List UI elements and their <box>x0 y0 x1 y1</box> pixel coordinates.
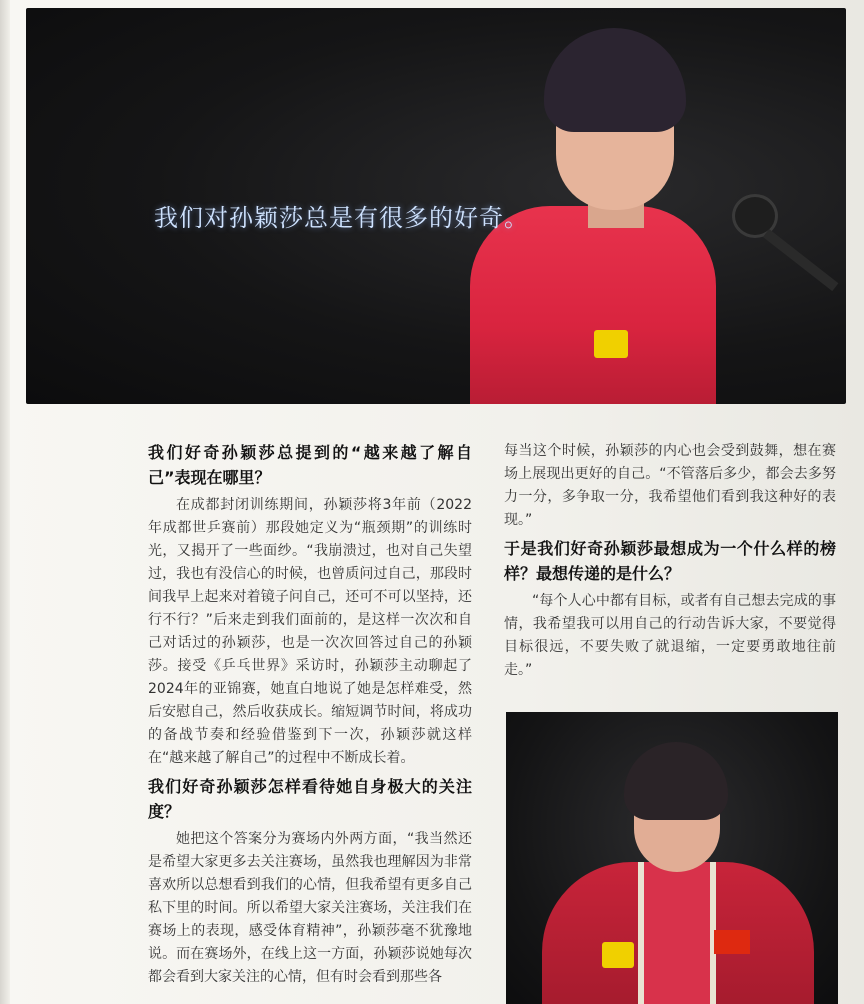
microphone-stand <box>763 229 839 291</box>
question-heading-2: 我们好奇孙颖莎怎样看待她自身极大的关注度？ <box>148 777 472 821</box>
answer-paragraph-1: 在成都封闭训练期间，孙颖莎将3年前（2022年成都世乒赛前）那段她定义为“瓶颈期”的训练时光，又揭开了一些面纱。“我崩溃过，也对自己失望过，我也有没信心的时候，也曾质问过自己，那段时间我早上起来对着镜子问自己，还可不可以坚持，还行不行？”后来走到我们面前的，是这样一次次和自己对话过的孙颖莎，也是一次次回答过自己的孙颖莎。接受《乒乓世界》采访时，孙颖莎主动聊起了2024年的亚锦赛，她直白地说了她是怎样难受，然后安慰自己，然后收获成长。缩短调节时间，将成功的备战节奏和经验借鉴到下一次，孙颖莎就这样在“越来越了解自己”的过程中不断成长着。 <box>148 497 472 766</box>
page-fold <box>0 0 10 1004</box>
answer-paragraph-2: 她把这个答案分为赛场内外两方面，“我当然还是希望大家更多去关注赛场，虽然我也理解因为非常喜欢所以总想看到我们的心情，但我希望有更多自己私下里的时间。所以希望大家关注赛场，关注我们在赛场上的表现，感受体育精神”，孙颖莎毫不犹豫地说。而在赛场外，在线上这一方面，孙颖莎说她每次都会看到大家关注的心情，但有时会看到那些各 <box>148 831 472 985</box>
hero-quote: 我们对孙颖莎总是有很多的好奇。 <box>154 204 529 232</box>
answer-paragraph-2-continued: 每当这个时候，孙颖莎的内心也会受到鼓舞，想在赛场上展现出更好的自己。“不管落后多少，都会去多努力一分，多争取一分，我希望他们看到我这种好的表现。” <box>504 443 836 528</box>
player-shirt <box>470 206 716 404</box>
podium-photo <box>506 712 838 1004</box>
sponsor-badge <box>594 330 628 358</box>
medal-ribbon <box>638 862 716 1004</box>
podium-player-hair <box>624 742 728 820</box>
left-column <box>148 440 472 993</box>
answer-paragraph-3: “每个人心中都有目标，或者有自己想去完成的事情，我希望我可以用自己的行动告诉大家，不要觉得目标很远，不要失败了就退缩，一定要勇敢地往前走。” <box>504 593 836 678</box>
right-column <box>504 440 836 686</box>
player-hair <box>544 28 686 132</box>
question-heading-1: 我们好奇孙颖莎总提到的“越来越了解自己”表现在哪里？ <box>148 443 472 487</box>
china-flag-icon <box>714 930 750 954</box>
question-heading-3: 于是我们好奇孙颖莎最想成为一个什么样的榜样？最想传递的是什么？ <box>504 539 836 583</box>
podium-sponsor-badge <box>602 942 634 968</box>
hero-photo <box>26 8 846 404</box>
